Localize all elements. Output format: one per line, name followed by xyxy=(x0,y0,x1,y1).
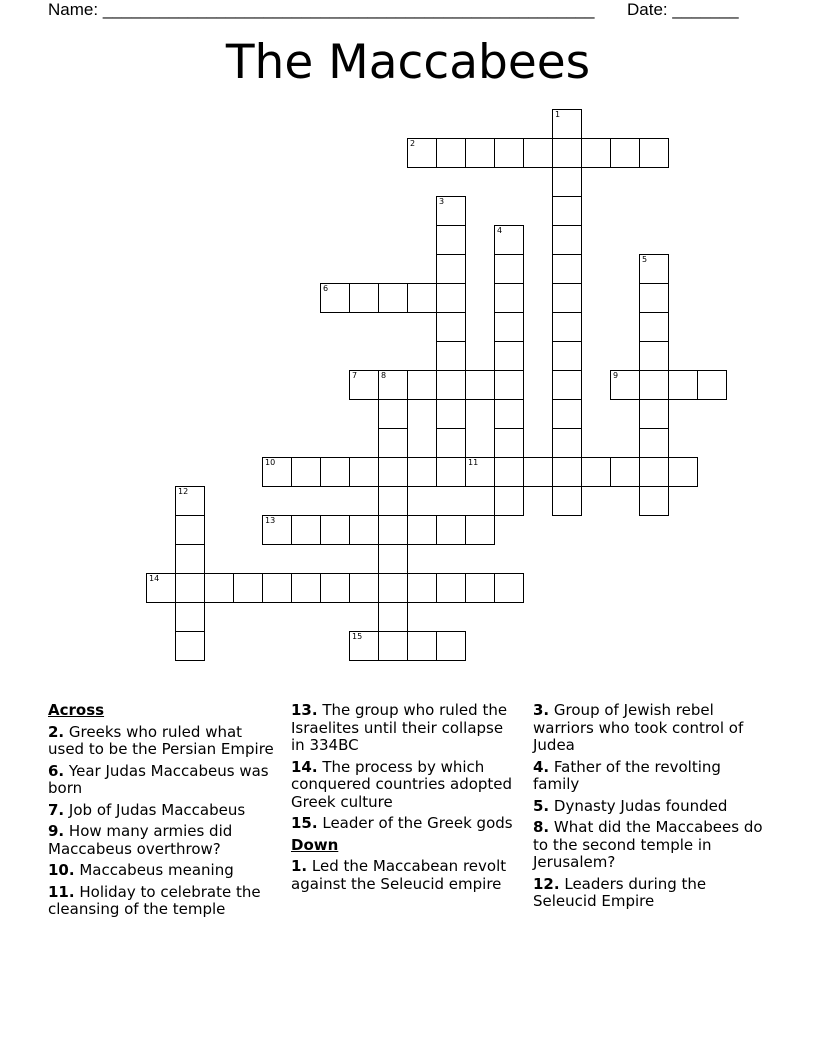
grid-cell[interactable] xyxy=(291,457,321,487)
down-clue xyxy=(533,702,765,755)
grid-cell[interactable] xyxy=(291,573,321,603)
grid-cell[interactable] xyxy=(494,428,524,458)
grid-cell[interactable] xyxy=(407,515,437,545)
grid-cell[interactable] xyxy=(523,138,553,168)
grid-cell[interactable] xyxy=(175,631,205,661)
grid-cell[interactable] xyxy=(552,399,582,429)
grid-cell[interactable] xyxy=(494,312,524,342)
grid-cell[interactable] xyxy=(523,457,553,487)
grid-cell[interactable] xyxy=(407,457,437,487)
grid-cell[interactable] xyxy=(436,312,466,342)
grid-cell[interactable] xyxy=(552,225,582,255)
grid-cell[interactable] xyxy=(668,370,698,400)
cell-number: 15 xyxy=(352,632,363,641)
grid-cell[interactable] xyxy=(262,515,292,545)
down-clue xyxy=(291,858,516,893)
grid-cell[interactable] xyxy=(610,457,640,487)
across-clue xyxy=(48,823,280,858)
cell-number: 10 xyxy=(265,458,276,467)
grid-cell[interactable] xyxy=(320,515,350,545)
grid-cell[interactable] xyxy=(552,341,582,371)
grid-cell[interactable] xyxy=(552,196,582,226)
grid-cell[interactable] xyxy=(378,573,408,603)
grid-cell[interactable] xyxy=(494,486,524,516)
clue-text: Holiday to celebrate the cleansing of the temple xyxy=(48,882,261,918)
date-blank: _______ xyxy=(672,0,739,19)
grid-cell[interactable] xyxy=(436,428,466,458)
grid-cell[interactable] xyxy=(436,631,466,661)
clue-text: The group who ruled the Israelites until their collapse in 334BC xyxy=(291,701,508,754)
clue-column-1 xyxy=(48,702,280,923)
grid-cell[interactable] xyxy=(175,573,205,603)
down-clue xyxy=(533,819,765,872)
cell-number: 13 xyxy=(265,516,276,525)
grid-cell[interactable] xyxy=(494,370,524,400)
grid-cell[interactable] xyxy=(436,283,466,313)
grid-cell[interactable] xyxy=(552,312,582,342)
grid-cell[interactable] xyxy=(494,457,524,487)
name-blank: ____________________________________________________ xyxy=(102,0,595,19)
grid-cell[interactable] xyxy=(407,283,437,313)
grid-cell[interactable] xyxy=(552,486,582,516)
grid-cell[interactable] xyxy=(581,457,611,487)
clue-number: 13. xyxy=(291,701,318,719)
grid-cell[interactable] xyxy=(639,428,669,458)
grid-cell[interactable] xyxy=(407,370,437,400)
grid-cell[interactable] xyxy=(378,283,408,313)
clue-text: Greeks who ruled what used to be the Persian Empire xyxy=(48,722,274,758)
grid-cell[interactable] xyxy=(639,370,669,400)
across-clue xyxy=(291,702,516,755)
grid-cell[interactable] xyxy=(349,631,379,661)
grid-cell[interactable] xyxy=(204,573,234,603)
grid-cell[interactable] xyxy=(552,138,582,168)
clue-number: 10. xyxy=(48,861,75,879)
grid-cell[interactable] xyxy=(436,225,466,255)
grid-cell[interactable] xyxy=(320,457,350,487)
grid-cell[interactable] xyxy=(697,370,727,400)
clue-text: Leader of the Greek gods xyxy=(322,814,513,832)
grid-cell[interactable] xyxy=(494,225,524,255)
grid-cell[interactable] xyxy=(436,399,466,429)
grid-cell[interactable] xyxy=(175,515,205,545)
cell-number: 5 xyxy=(642,255,648,264)
grid-cell[interactable] xyxy=(465,138,495,168)
grid-cell[interactable] xyxy=(378,428,408,458)
down-clue xyxy=(533,759,765,794)
grid-cell[interactable] xyxy=(610,370,640,400)
grid-cell[interactable] xyxy=(552,254,582,284)
grid-cell[interactable] xyxy=(465,515,495,545)
clue-number: 14. xyxy=(291,757,318,776)
grid-cell[interactable] xyxy=(639,486,669,516)
grid-cell[interactable] xyxy=(378,370,408,400)
grid-cell[interactable] xyxy=(552,370,582,400)
grid-cell[interactable] xyxy=(436,341,466,371)
clue-text: Led the Maccabean revolt against the Seleucid empire xyxy=(291,857,507,893)
grid-cell[interactable] xyxy=(494,283,524,313)
cell-number: 2 xyxy=(410,139,416,148)
grid-cell[interactable] xyxy=(552,109,582,139)
grid-cell[interactable] xyxy=(378,457,408,487)
cell-number: 4 xyxy=(497,226,503,235)
clue-column-3 xyxy=(533,702,765,915)
grid-cell[interactable] xyxy=(378,399,408,429)
clue-number: 7. xyxy=(48,800,65,819)
cell-number: 1 xyxy=(555,110,561,119)
clue-text: Job of Judas Maccabeus xyxy=(68,800,246,819)
across-clue xyxy=(291,759,516,812)
grid-cell[interactable] xyxy=(349,457,379,487)
grid-cell[interactable] xyxy=(465,370,495,400)
clue-text: Year Judas Maccabeus was born xyxy=(48,761,269,797)
grid-cell[interactable] xyxy=(639,341,669,371)
cell-number: 12 xyxy=(178,487,189,496)
grid-cell[interactable] xyxy=(233,573,263,603)
clue-text: Leaders during the Seleucid Empire xyxy=(533,874,707,910)
clue-number: 3. xyxy=(533,701,550,719)
clue-text: The process by which conquered countries adopted Greek culture xyxy=(291,757,513,811)
clue-number: 11. xyxy=(48,882,75,901)
name-label: Name: xyxy=(48,0,99,19)
clue-number: 9. xyxy=(48,822,65,840)
grid-cell[interactable] xyxy=(262,573,292,603)
clue-text: How many armies did Maccabeus overthrow? xyxy=(48,822,233,858)
clue-text: Dynasty Judas founded xyxy=(553,796,728,815)
clue-number: 15. xyxy=(291,814,318,832)
cell-number: 7 xyxy=(352,371,358,380)
clue-number: 12. xyxy=(533,874,560,893)
across-clue xyxy=(48,724,280,759)
across-clue xyxy=(291,815,516,833)
clue-section-heading: Down xyxy=(291,835,339,854)
grid-cell[interactable] xyxy=(465,573,495,603)
clue-text: Father of the revolting family xyxy=(533,757,721,793)
clue-text: What did the Maccabees do to the second temple in Jerusalem? xyxy=(533,818,763,871)
cell-number: 6 xyxy=(323,284,329,293)
grid-cell[interactable] xyxy=(552,457,582,487)
grid-cell[interactable] xyxy=(436,370,466,400)
grid-cell[interactable] xyxy=(494,341,524,371)
across-clue xyxy=(48,802,280,820)
grid-cell[interactable] xyxy=(378,515,408,545)
grid-cell[interactable] xyxy=(407,631,437,661)
grid-cell[interactable] xyxy=(639,283,669,313)
grid-cell[interactable] xyxy=(465,457,495,487)
grid-cell[interactable] xyxy=(175,544,205,574)
grid-cell[interactable] xyxy=(436,573,466,603)
grid-cell[interactable] xyxy=(494,254,524,284)
grid-cell[interactable] xyxy=(407,138,437,168)
clue-number: 4. xyxy=(533,757,550,776)
clue-text: Maccabeus meaning xyxy=(79,861,234,879)
cell-number: 9 xyxy=(613,371,619,380)
grid-cell[interactable] xyxy=(436,196,466,226)
grid-cell[interactable] xyxy=(320,573,350,603)
grid-cell[interactable] xyxy=(639,254,669,284)
grid-cell[interactable] xyxy=(494,573,524,603)
grid-cell[interactable] xyxy=(436,515,466,545)
grid-cell[interactable] xyxy=(639,399,669,429)
clue-column-2 xyxy=(291,702,516,897)
down-clue xyxy=(533,798,765,816)
grid-cell[interactable] xyxy=(494,138,524,168)
cell-number: 11 xyxy=(468,458,479,467)
grid-cell[interactable] xyxy=(552,428,582,458)
grid-cell[interactable] xyxy=(175,602,205,632)
grid-cell[interactable] xyxy=(378,602,408,632)
grid-cell[interactable] xyxy=(668,457,698,487)
grid-cell[interactable] xyxy=(349,370,379,400)
grid-cell[interactable] xyxy=(349,515,379,545)
grid-cell[interactable] xyxy=(349,573,379,603)
grid-cell[interactable] xyxy=(146,573,176,603)
grid-cell[interactable] xyxy=(349,283,379,313)
grid-cell[interactable] xyxy=(494,399,524,429)
clue-number: 1. xyxy=(291,857,308,875)
across-clue xyxy=(48,862,280,880)
cell-number: 14 xyxy=(149,574,160,583)
clue-number: 2. xyxy=(48,722,65,741)
grid-cell[interactable] xyxy=(378,486,408,516)
clue-text: Group of Jewish rebel warriors who took control of Judea xyxy=(533,701,744,754)
grid-cell[interactable] xyxy=(378,631,408,661)
grid-cell[interactable] xyxy=(639,457,669,487)
grid-cell[interactable] xyxy=(262,457,292,487)
grid-cell[interactable] xyxy=(320,283,350,313)
grid-cell[interactable] xyxy=(610,138,640,168)
clue-number: 8. xyxy=(533,818,550,836)
grid-cell[interactable] xyxy=(639,312,669,342)
grid-cell[interactable] xyxy=(378,544,408,574)
clue-section-heading: Across xyxy=(48,701,105,719)
grid-cell[interactable] xyxy=(581,138,611,168)
grid-cell[interactable] xyxy=(436,457,466,487)
across-clue xyxy=(48,884,280,919)
across-clue xyxy=(48,763,280,798)
clue-number: 6. xyxy=(48,761,65,780)
clue-number: 5. xyxy=(533,796,550,815)
grid-cell[interactable] xyxy=(407,573,437,603)
grid-cell[interactable] xyxy=(291,515,321,545)
grid-cell[interactable] xyxy=(552,167,582,197)
page-title: The Maccabees xyxy=(225,35,591,90)
grid-cell[interactable] xyxy=(436,138,466,168)
grid-cell[interactable] xyxy=(639,138,669,168)
cell-number: 8 xyxy=(381,371,387,380)
grid-cell[interactable] xyxy=(552,283,582,313)
down-clue xyxy=(533,876,765,911)
grid-cell[interactable] xyxy=(175,486,205,516)
cell-number: 3 xyxy=(439,197,445,206)
grid-cell[interactable] xyxy=(436,254,466,284)
date-label: Date: xyxy=(627,0,668,19)
